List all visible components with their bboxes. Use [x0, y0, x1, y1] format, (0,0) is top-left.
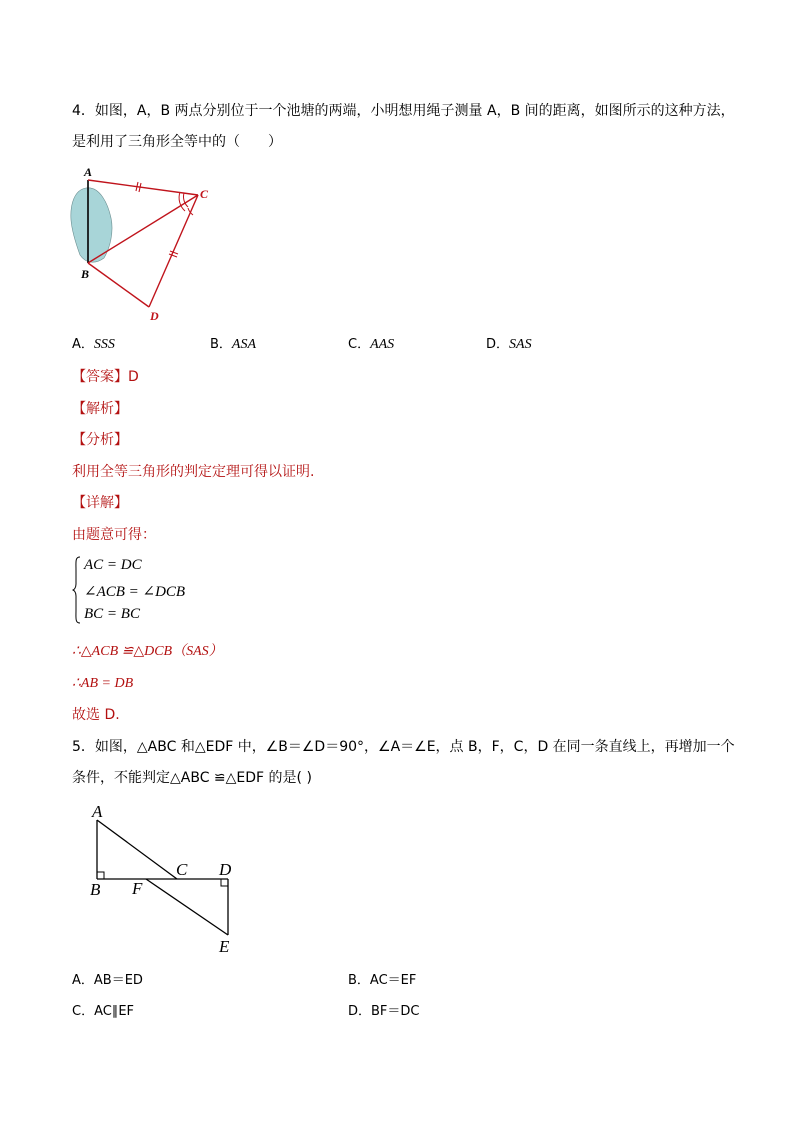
system-line-1: AC = DC [84, 557, 142, 573]
q4-analysis-label: 【解析】 [72, 401, 128, 417]
q5-option-b[interactable]: B．AC＝EF [348, 973, 417, 988]
q4-fenxi-label: 【分析】 [72, 432, 128, 448]
q4-stem-line1: 4．如图，A，B 两点分别位于一个池塘的两端，小明想用绳子测量 A，B 间的距离，如图所示的这种方法， [72, 103, 735, 119]
q5-stem-line2: 条件，不能判定△ABC ≌△EDF 的是( ) [72, 770, 312, 786]
label-a: A [92, 802, 103, 821]
q4-option-b[interactable]: B．ASA [210, 337, 257, 352]
q4-figure [66, 160, 226, 325]
q4-stem-line2: 是利用了三角形全等中的（ ） [72, 134, 282, 150]
system-line-2: ∠ACB = ∠DCB [84, 584, 186, 600]
label-b: B [81, 267, 90, 281]
q5-option-d[interactable]: D．BF＝DC [348, 1004, 420, 1019]
segment-cd [149, 195, 198, 307]
label-e: E [219, 937, 230, 956]
q4-conclusion-1: ∴△ACB ≌△DCB（SAS） [72, 644, 223, 659]
q4-detail-intro: 由题意可得： [72, 527, 156, 543]
q4-answer: 【答案】D [72, 369, 139, 385]
label-d: D [150, 309, 159, 323]
q4-final: 故选 D. [72, 707, 120, 723]
q5-option-c[interactable]: C．AC∥EF [72, 1004, 135, 1019]
segment-ac [88, 180, 198, 195]
q4-conclusion-2: ∴AB = DB [72, 676, 134, 691]
q4-option-d[interactable]: D．SAS [486, 337, 532, 352]
segment-bd [88, 263, 149, 307]
q5-option-a[interactable]: A．AB＝ED [72, 973, 143, 988]
label-b: B [90, 880, 101, 899]
q4-fenxi-text: 利用全等三角形的判定定理可得以证明. [72, 464, 315, 480]
label-f: F [132, 879, 143, 898]
label-a: A [84, 165, 93, 179]
pond-shape [71, 188, 112, 262]
q4-option-c[interactable]: C．AAS [348, 337, 395, 352]
q5-stem-line1: 5．如图，△ABC 和△EDF 中，∠B＝∠D＝90°，∠A＝∠E，点 B，F，C，D 在同一条直线上，再增加一个 [72, 739, 735, 755]
q4-detail-label: 【详解】 [72, 495, 128, 511]
label-c: C [176, 860, 188, 879]
q4-option-a[interactable]: A．SSS [72, 337, 115, 352]
system-brace [72, 556, 81, 624]
system-line-3: BC = BC [84, 606, 140, 622]
label-c: C [200, 187, 209, 201]
q5-figure [82, 798, 252, 958]
label-d: D [219, 860, 232, 879]
